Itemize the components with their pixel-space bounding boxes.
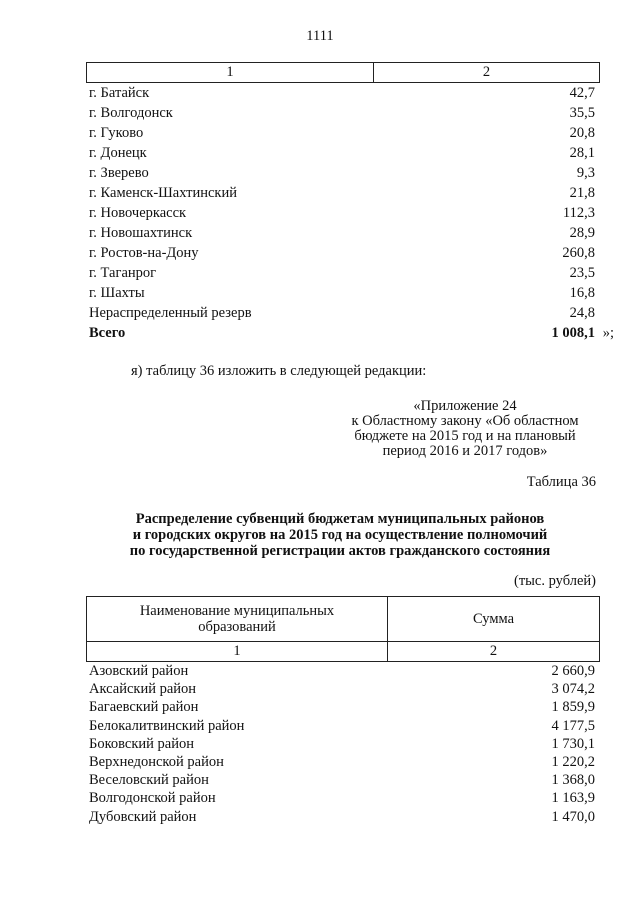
units-label: (тыс. рублей) — [514, 573, 596, 589]
table-row: г. Гуково 20,8 — [89, 125, 595, 141]
column-numbers: 1 2 — [86, 642, 600, 662]
table-row: г. Ростов-на-Дону 260,8 — [89, 245, 595, 261]
table-row: Белокалитвинский район 4 177,5 — [89, 717, 595, 734]
table-number: Таблица 36 — [526, 474, 596, 490]
table-row: г. Каменск-Шахтинский 21,8 — [89, 185, 595, 201]
table-row: Боковский район 1 730,1 — [89, 735, 595, 752]
table-row: Верхнедонской район 1 220,2 — [89, 753, 595, 770]
total-value: 1 008,1 »; — [551, 325, 614, 341]
table-row: г. Новочеркасск 112,3 — [89, 205, 595, 221]
table-row: г. Шахты 16,8 — [89, 285, 595, 301]
total-row — [86, 323, 614, 343]
table-row: Веселовский район 1 368,0 — [89, 772, 595, 789]
table-row: г. Зверево 9,3 — [89, 165, 595, 181]
closing-quote: »; — [602, 325, 614, 341]
table-header — [86, 62, 600, 83]
column-number-2: 2 — [482, 64, 491, 80]
table-row: Аксайский район 3 074,2 — [89, 681, 595, 698]
table-row: Дубовский район 1 470,0 — [89, 808, 595, 825]
page-number: 1111 — [306, 28, 334, 44]
table-row: г. Новошахтинск 28,9 — [89, 225, 595, 241]
table-row: Нераспределенный резерв 24,8 — [89, 305, 595, 321]
table-heading: Распределение субвенций бюджетам муниципальных районов и городских округов на 2015 год на осуществление полномочий по государственной регистрации актов гражданского состояния — [129, 511, 551, 559]
table-row: г. Донецк 28,1 — [89, 145, 595, 161]
column-header-sum: Сумма — [472, 610, 515, 627]
table-row: г. Волгодонск 35,5 — [89, 105, 595, 121]
table-row: Волгодонской район 1 163,9 — [89, 790, 595, 807]
total-label: Всего — [89, 325, 126, 341]
table-header — [86, 596, 600, 642]
column-header-name: Наименование муниципальных образований — [87, 597, 388, 641]
table-row: Багаевский район 1 859,9 — [89, 699, 595, 716]
table-row: Азовский район 2 660,9 — [89, 663, 595, 679]
amendment-instruction: я) таблицу 36 изложить в следующей редакции: — [131, 363, 427, 379]
table-row: г. Таганрог 23,5 — [89, 265, 595, 281]
appendix-reference: «Приложение 24 к Областному закону «Об областном бюджете на 2015 год и на плановый период 2016 и 2017 годов» — [351, 398, 579, 459]
subvention-table — [86, 596, 600, 826]
table-row: г. Батайск 42,7 — [89, 85, 595, 101]
allocation-table-continued — [86, 62, 614, 343]
column-number-1: 1 — [87, 63, 374, 82]
